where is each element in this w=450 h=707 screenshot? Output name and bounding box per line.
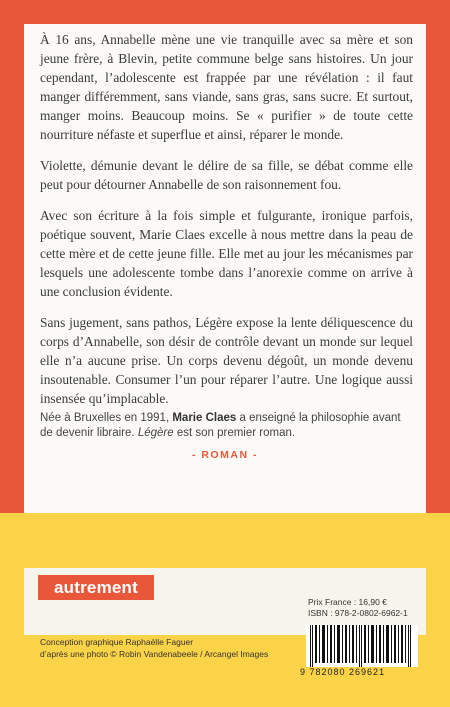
credits (40, 636, 268, 660)
price: Prix France : 16,90 € (308, 597, 387, 607)
genre-label: - ROMAN - (192, 449, 258, 461)
credits-line-2: d’après une photo © Robin Vandenabeele / Arcangel Images (40, 649, 269, 659)
blurb-paragraph-4: Sans jugement, sans pathos, Légère expose la lente déliquescence du corps d’Annabelle, son désir de contrôle devant un monde sur lequel elle n’a aucune prise. Un corps devenu dégoût, un monde devenu insoutenable. Consumer l’un pour réparer l’autre. Une logique aussi insensée qu’implacable. (40, 315, 413, 406)
isbn: ISBN : 978-2-0802-6962-1 (308, 608, 408, 618)
publisher-logo: autrement (38, 575, 154, 600)
author-bio-text: Née à Bruxelles en 1991, (40, 412, 173, 424)
blurb-paragraph-2: Violette, démunie devant le délire de sa fille, se débat comme elle peut pour détourner Annabelle de son raisonnement fou. (40, 158, 413, 192)
credits-line-1: Conception graphique Raphaëlle Faguer (40, 637, 194, 647)
blurb (40, 30, 413, 420)
author-bio-text-2: a enseigné la philosophie avant de devenir libraire. (40, 412, 401, 439)
barcode-number: 9 782080 269621 (300, 667, 386, 677)
barcode (306, 625, 418, 667)
author-name: Marie Claes (172, 412, 237, 424)
author-bio-text-3: est son premier roman. (173, 427, 296, 439)
blurb-paragraph-1: À 16 ans, Annabelle mène une vie tranquille avec sa mère et son jeune frère, à Blevin, petite commune belge sans histoires. Un jour cependant, l’adolescente est frappée par une révélation : il faut manger différemment, sans viande, sans gras, sans sucre. Et surtout, manger moins. Beaucoup moins. Se « purifier » de toute cette nourriture néfaste et superflue et ainsi, réparer le monde. (40, 32, 413, 142)
author-bio (40, 411, 413, 441)
book-title: Légère (137, 427, 174, 439)
blurb-paragraph-3: Avec son écriture à la fois simple et fulgurante, ironique parfois, poétique souvent, Marie Claes excelle à nous mettre dans la peau de cette mère et de cette jeune fille. Elle met au jour les mécanismes par lesquels une adolescente tombe dans l’anorexie comme on arrive à une conclusion évidente. (40, 208, 413, 299)
